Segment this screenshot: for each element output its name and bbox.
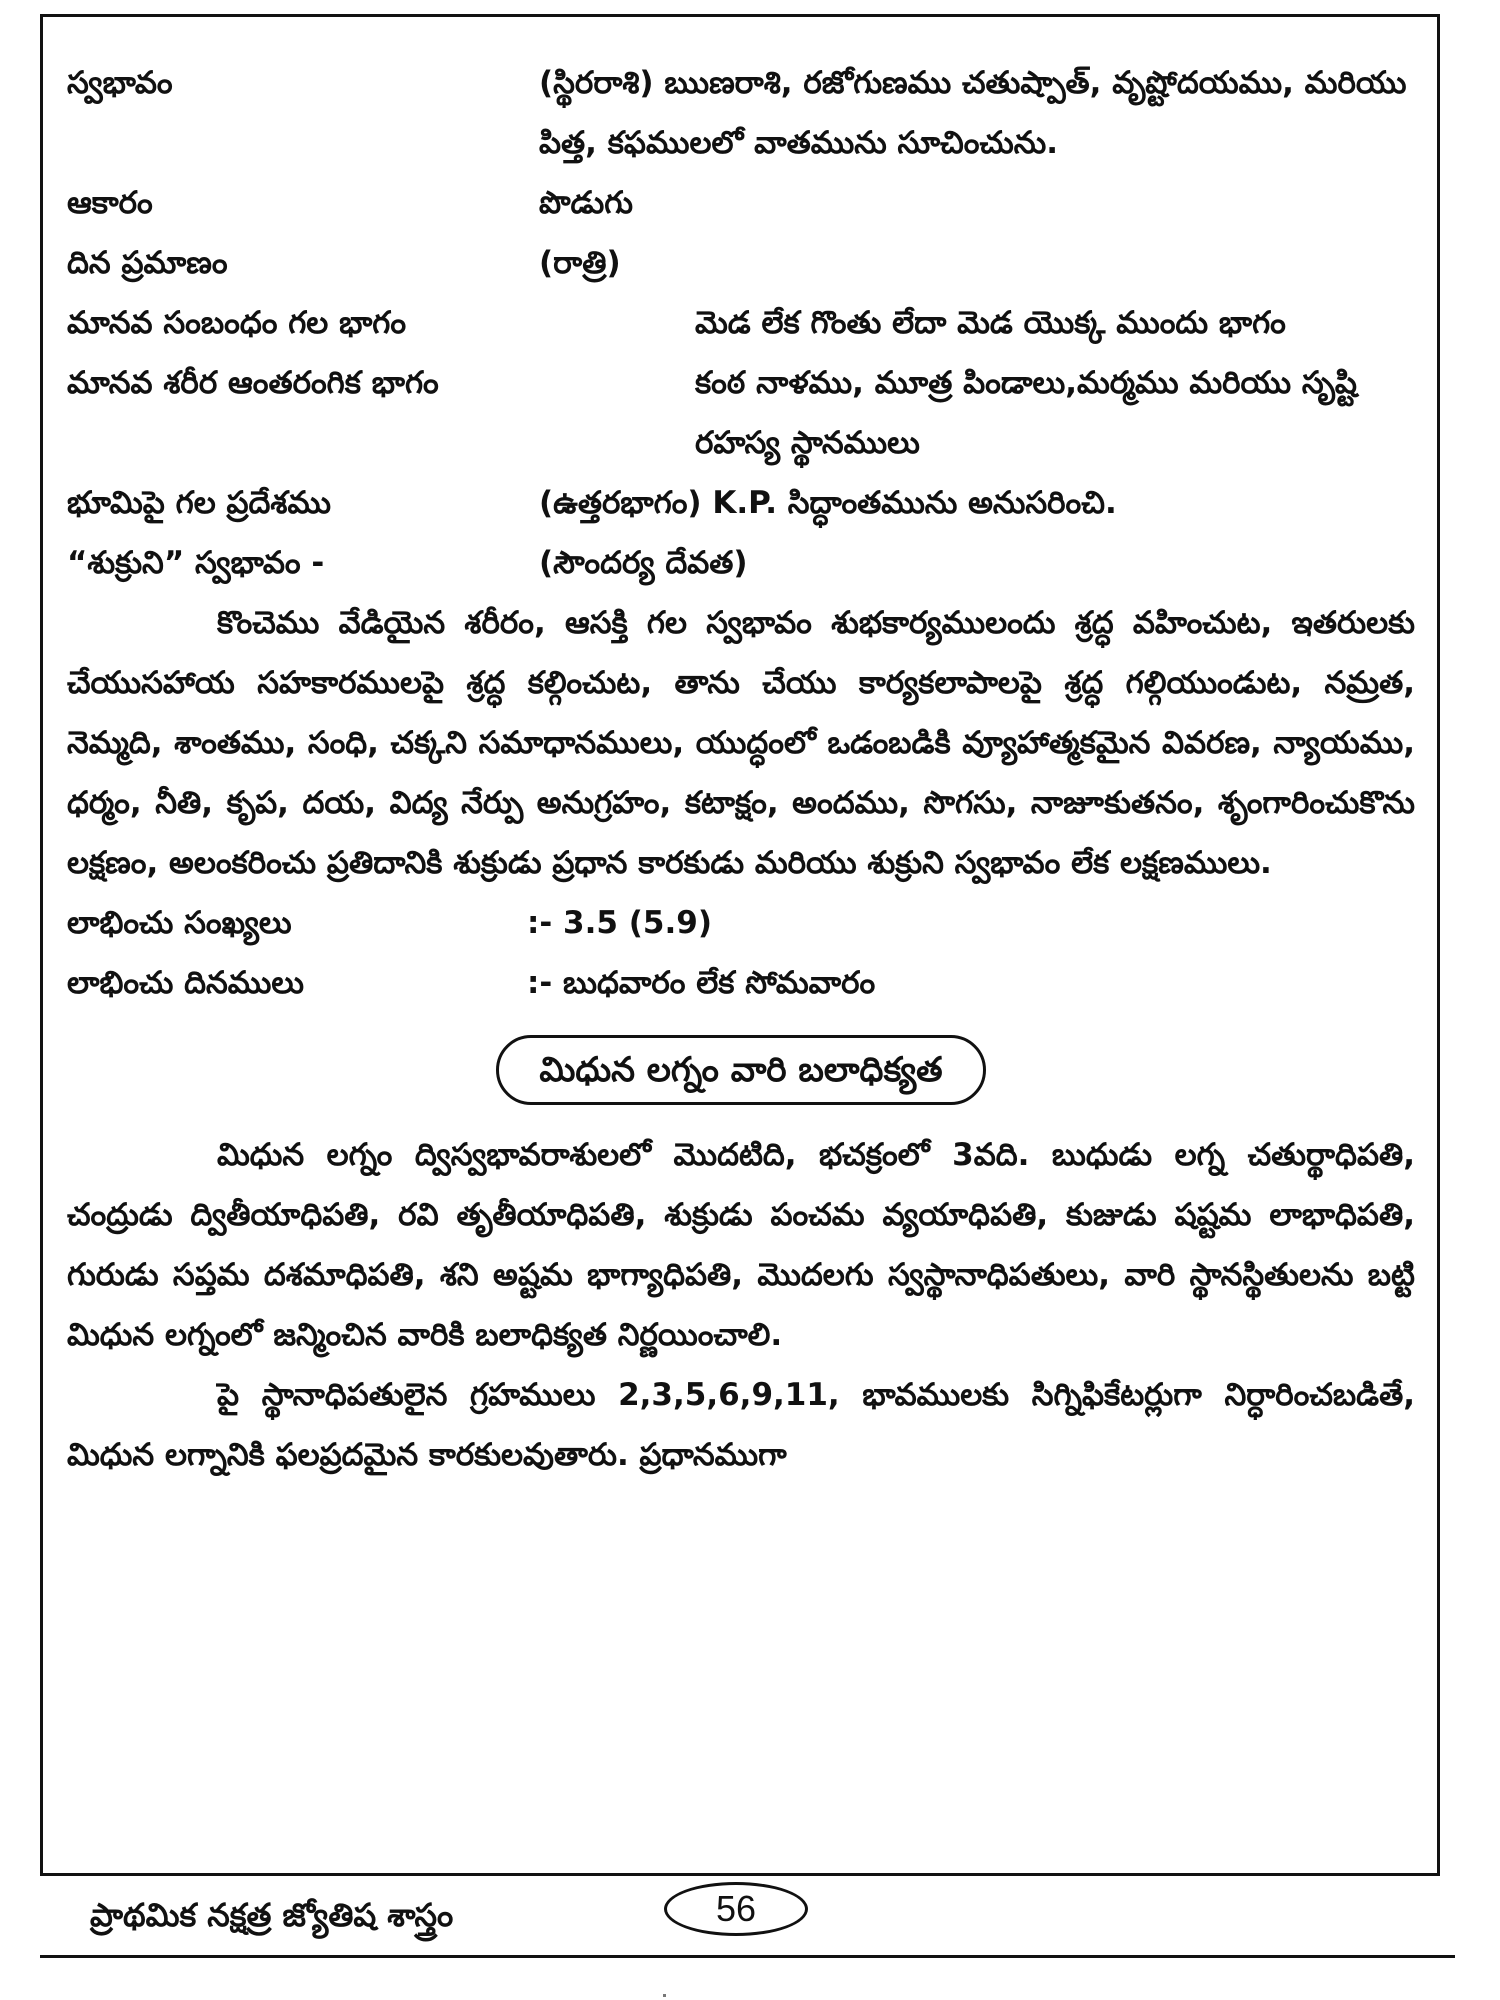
attribute-row-shape [67, 173, 1415, 233]
section-paragraph: మిధున లగ్నం ద్విస్వభావరాశులలో మొదటిది, భచక్రంలో 3వది. బుధుడు లగ్న చతుర్థాధిపతి, చంద్రుడు ద్వితీయాధిపతి, రవి తృతీయాధిపతి, శుక్రుడు పంచమ వ్యయాధిపతి, కుజుడు షష్టమ లాభాధిపతి, గురుడు సప్తమ దశమాధిపతి, శని అష్టమ భాగ్యాధిపతి, మొదలగు స్వస్థానాధిపతులు, వారి స్థానస్థితులను బట్టి మిధున లగ్నంలో జన్మించిన వారికి బలాధిక్యత నిర్ణయించాలి. [67, 1137, 1415, 1353]
page-frame [40, 14, 1440, 1876]
attribute-row-body-part [67, 293, 1415, 353]
section-paragraph: పై స్థానాధిపతులైన గ్రహములు 2,3,5,6,9,11, భావములకు సిగ్నిఫికేటర్లుగా నిర్ధారించబడితే, మిధున లగ్నానికి ఫలప్రదమైన కారకులవుతారు. ప్రధానముగా [67, 1377, 1415, 1473]
page-number: 56 [664, 1882, 808, 1936]
attribute-row-nature [67, 53, 1415, 173]
attribute-value: (ఉత్తరభాగం) K.P. సిద్ధాంతమును అనుసరించి. [539, 485, 1117, 521]
footer-divider [40, 1955, 1455, 1958]
lucky-value: :- బుధవారం లేక సోమవారం [527, 965, 876, 1001]
attribute-label: దిన ప్రమాణం [67, 245, 228, 281]
attribute-label: స్వభావం [67, 65, 173, 101]
attribute-label: భూమిపై గల ప్రదేశము [67, 485, 331, 521]
scan-speck [663, 1994, 666, 1997]
attribute-value: మెడ లేక గొంతు లేదా మెడ యొక్క ముందు భాగం [695, 305, 1286, 341]
footer-book-title: ప్రాథమిక నక్షత్ర జ్యోతిష శాస్త్రం [90, 1896, 454, 1934]
lucky-days-row [67, 953, 1415, 1013]
attribute-value: (సౌందర్య దేవత) [539, 545, 748, 581]
attribute-label: మానవ సంబంధం గల భాగం [67, 305, 407, 341]
attribute-row-venus-nature [67, 533, 1415, 593]
page-content [67, 53, 1415, 1863]
lucky-label: లాభించు సంఖ్యలు [67, 905, 292, 941]
attribute-label: “శుక్రుని” స్వభావం - [67, 545, 325, 581]
lucky-numbers-row [67, 893, 1415, 953]
lucky-label: లాభించు దినములు [67, 965, 305, 1001]
section-heading-wrap [67, 1035, 1415, 1105]
attribute-value: పొడుగు [539, 185, 634, 221]
attribute-value: కంఠ నాళము, మూత్ర పిండాలు,మర్మము మరియు సృష్టి రహస్య స్థానములు [695, 365, 1357, 461]
venus-nature-paragraph: కొంచెము వేడియైన శరీరం, ఆసక్తి గల స్వభావం శుభకార్యములందు శ్రద్ధ వహించుట, ఇతరులకు చేయుసహాయ సహకారములపై శ్రద్ధ కల్గించుట, తాను చేయు కార్యకలాపాలపై శ్రద్ధ గల్గియుండుట, నమ్రత, నెమ్మది, శాంతము, సంధి, చక్కని సమాధానములు, యుద్ధంలో ఒడంబడికి వ్యూహాత్మకమైన వివరణ, న్యాయము, ధర్మం, నీతి, కృప, దయ, విద్య నేర్పు అనుగ్రహం, కటాక్షం, అందము, సొగసు, నాజూకుతనం, శృంగారించుకొను లక్షణం, అలంకరించు ప్రతిదానికి శుక్రుడు ప్రధాన కారకుడు మరియు శుక్రుని స్వభావం లేక లక్షణములు. [67, 605, 1415, 881]
lucky-value: :- 3.5 (5.9) [527, 905, 713, 941]
section-heading: మిధున లగ్నం వారి బలాధిక్యత [496, 1035, 985, 1105]
attribute-label: ఆకారం [67, 185, 153, 221]
attribute-row-day-measure [67, 233, 1415, 293]
attribute-row-region [67, 473, 1415, 533]
attribute-row-internal-part [67, 353, 1415, 473]
attribute-value: (రాత్రి) [539, 245, 621, 281]
attribute-value: (స్థిరరాశి) ఋణరాశి, రజోగుణము చతుష్పాత్, వృష్టోదయము, మరియు పిత్త, కఫములలో వాతమును సూచించును. [539, 65, 1407, 161]
attribute-label: మానవ శరీర ఆంతరంగిక భాగం [67, 365, 439, 401]
